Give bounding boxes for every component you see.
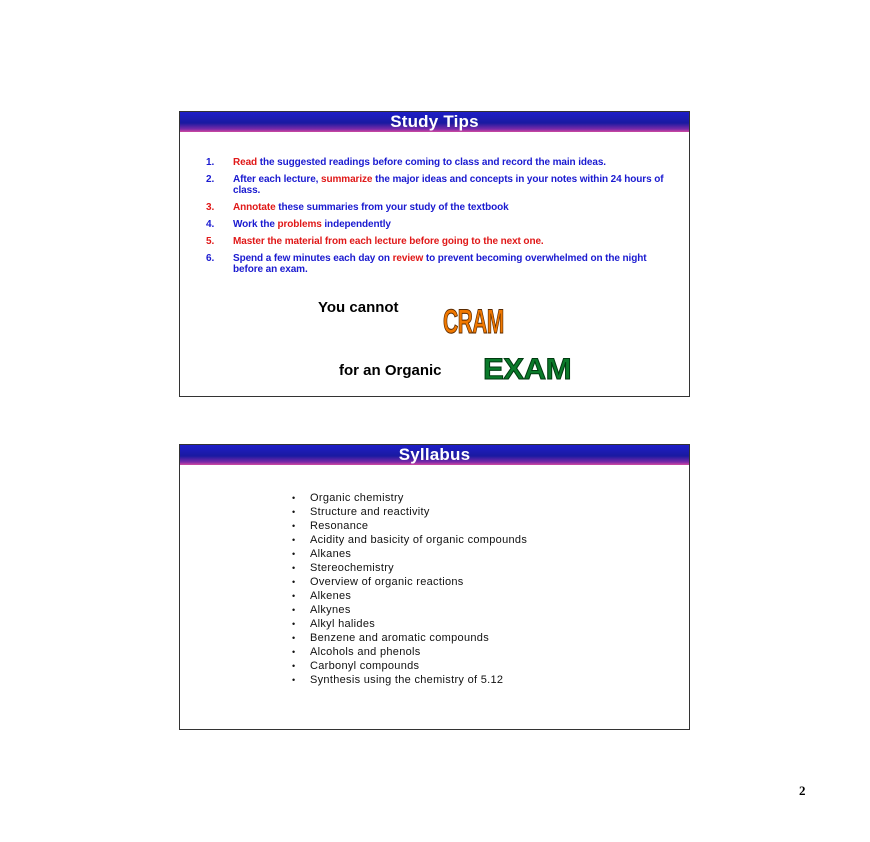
tip-text-segment: Read <box>233 157 258 168</box>
study-tips-list <box>206 157 676 281</box>
tip-number: 4. <box>206 219 215 230</box>
page-number: 2 <box>799 783 806 798</box>
tip-number: 3. <box>206 202 215 213</box>
syllabus-item: • Benzene and aromatic compounds <box>292 631 527 645</box>
syllabus-item: • Alcohols and phenols <box>292 645 527 659</box>
syllabus-item: • Alkynes <box>292 603 527 617</box>
exam-wordart: EXAM <box>483 353 572 386</box>
tip-text-segment: Work the <box>233 219 278 230</box>
tip-item <box>206 202 676 213</box>
syllabus-item: • Overview of organic reactions <box>292 575 527 589</box>
syllabus-item: • Alkenes <box>292 589 527 603</box>
tip-item <box>206 253 676 275</box>
exam-caption: for an Organic <box>339 362 442 379</box>
tip-text-segment: Spend a few minutes each day on <box>233 253 393 264</box>
tip-text-segment: Master the material from each lecture before going to the next one. <box>233 236 544 247</box>
tip-number: 5. <box>206 236 215 247</box>
cram-wordart: CRAM <box>443 303 504 341</box>
tip-item <box>206 174 676 196</box>
tip-text-segment: review <box>392 253 424 264</box>
syllabus-item: • Acidity and basicity of organic compounds <box>292 533 527 547</box>
tip-text-segment: these summaries from your study of the textbook <box>275 202 509 213</box>
tip-item <box>206 219 676 230</box>
tip-text-segment: problems <box>277 219 322 230</box>
syllabus-item: • Carbonyl compounds <box>292 659 527 673</box>
cram-caption: You cannot <box>318 299 399 316</box>
slide-title: Study Tips <box>180 112 689 132</box>
tip-number: 1. <box>206 157 215 168</box>
syllabus-item: • Stereochemistry <box>292 561 527 575</box>
study-tips-slide <box>179 111 690 397</box>
syllabus-item: • Alkyl halides <box>292 617 527 631</box>
tip-text-segment: to prevent becoming overwhelmed on the night before an exam. <box>233 253 647 275</box>
tip-number: 2. <box>206 174 215 185</box>
tip-number: 6. <box>206 253 215 264</box>
tip-text-segment: the major ideas and concepts in your notes within 24 hours of class. <box>233 174 664 196</box>
tip-text-segment: independently <box>321 219 391 230</box>
syllabus-item: • Resonance <box>292 519 527 533</box>
tip-item <box>206 157 676 168</box>
tip-text-segment: After each lecture, <box>233 174 322 185</box>
tip-text-segment: Annotate <box>233 202 276 213</box>
syllabus-item: • Structure and reactivity <box>292 505 527 519</box>
syllabus-item: • Organic chemistry <box>292 491 527 505</box>
syllabus-list <box>292 491 527 687</box>
slide-title: Syllabus <box>180 445 689 465</box>
syllabus-slide <box>179 444 690 730</box>
syllabus-item: • Alkanes <box>292 547 527 561</box>
tip-item <box>206 236 676 247</box>
tip-text-segment: summarize <box>321 174 373 185</box>
syllabus-item: • Synthesis using the chemistry of 5.12 <box>292 673 527 687</box>
tip-text-segment: the suggested readings before coming to class and record the main ideas. <box>257 157 606 168</box>
